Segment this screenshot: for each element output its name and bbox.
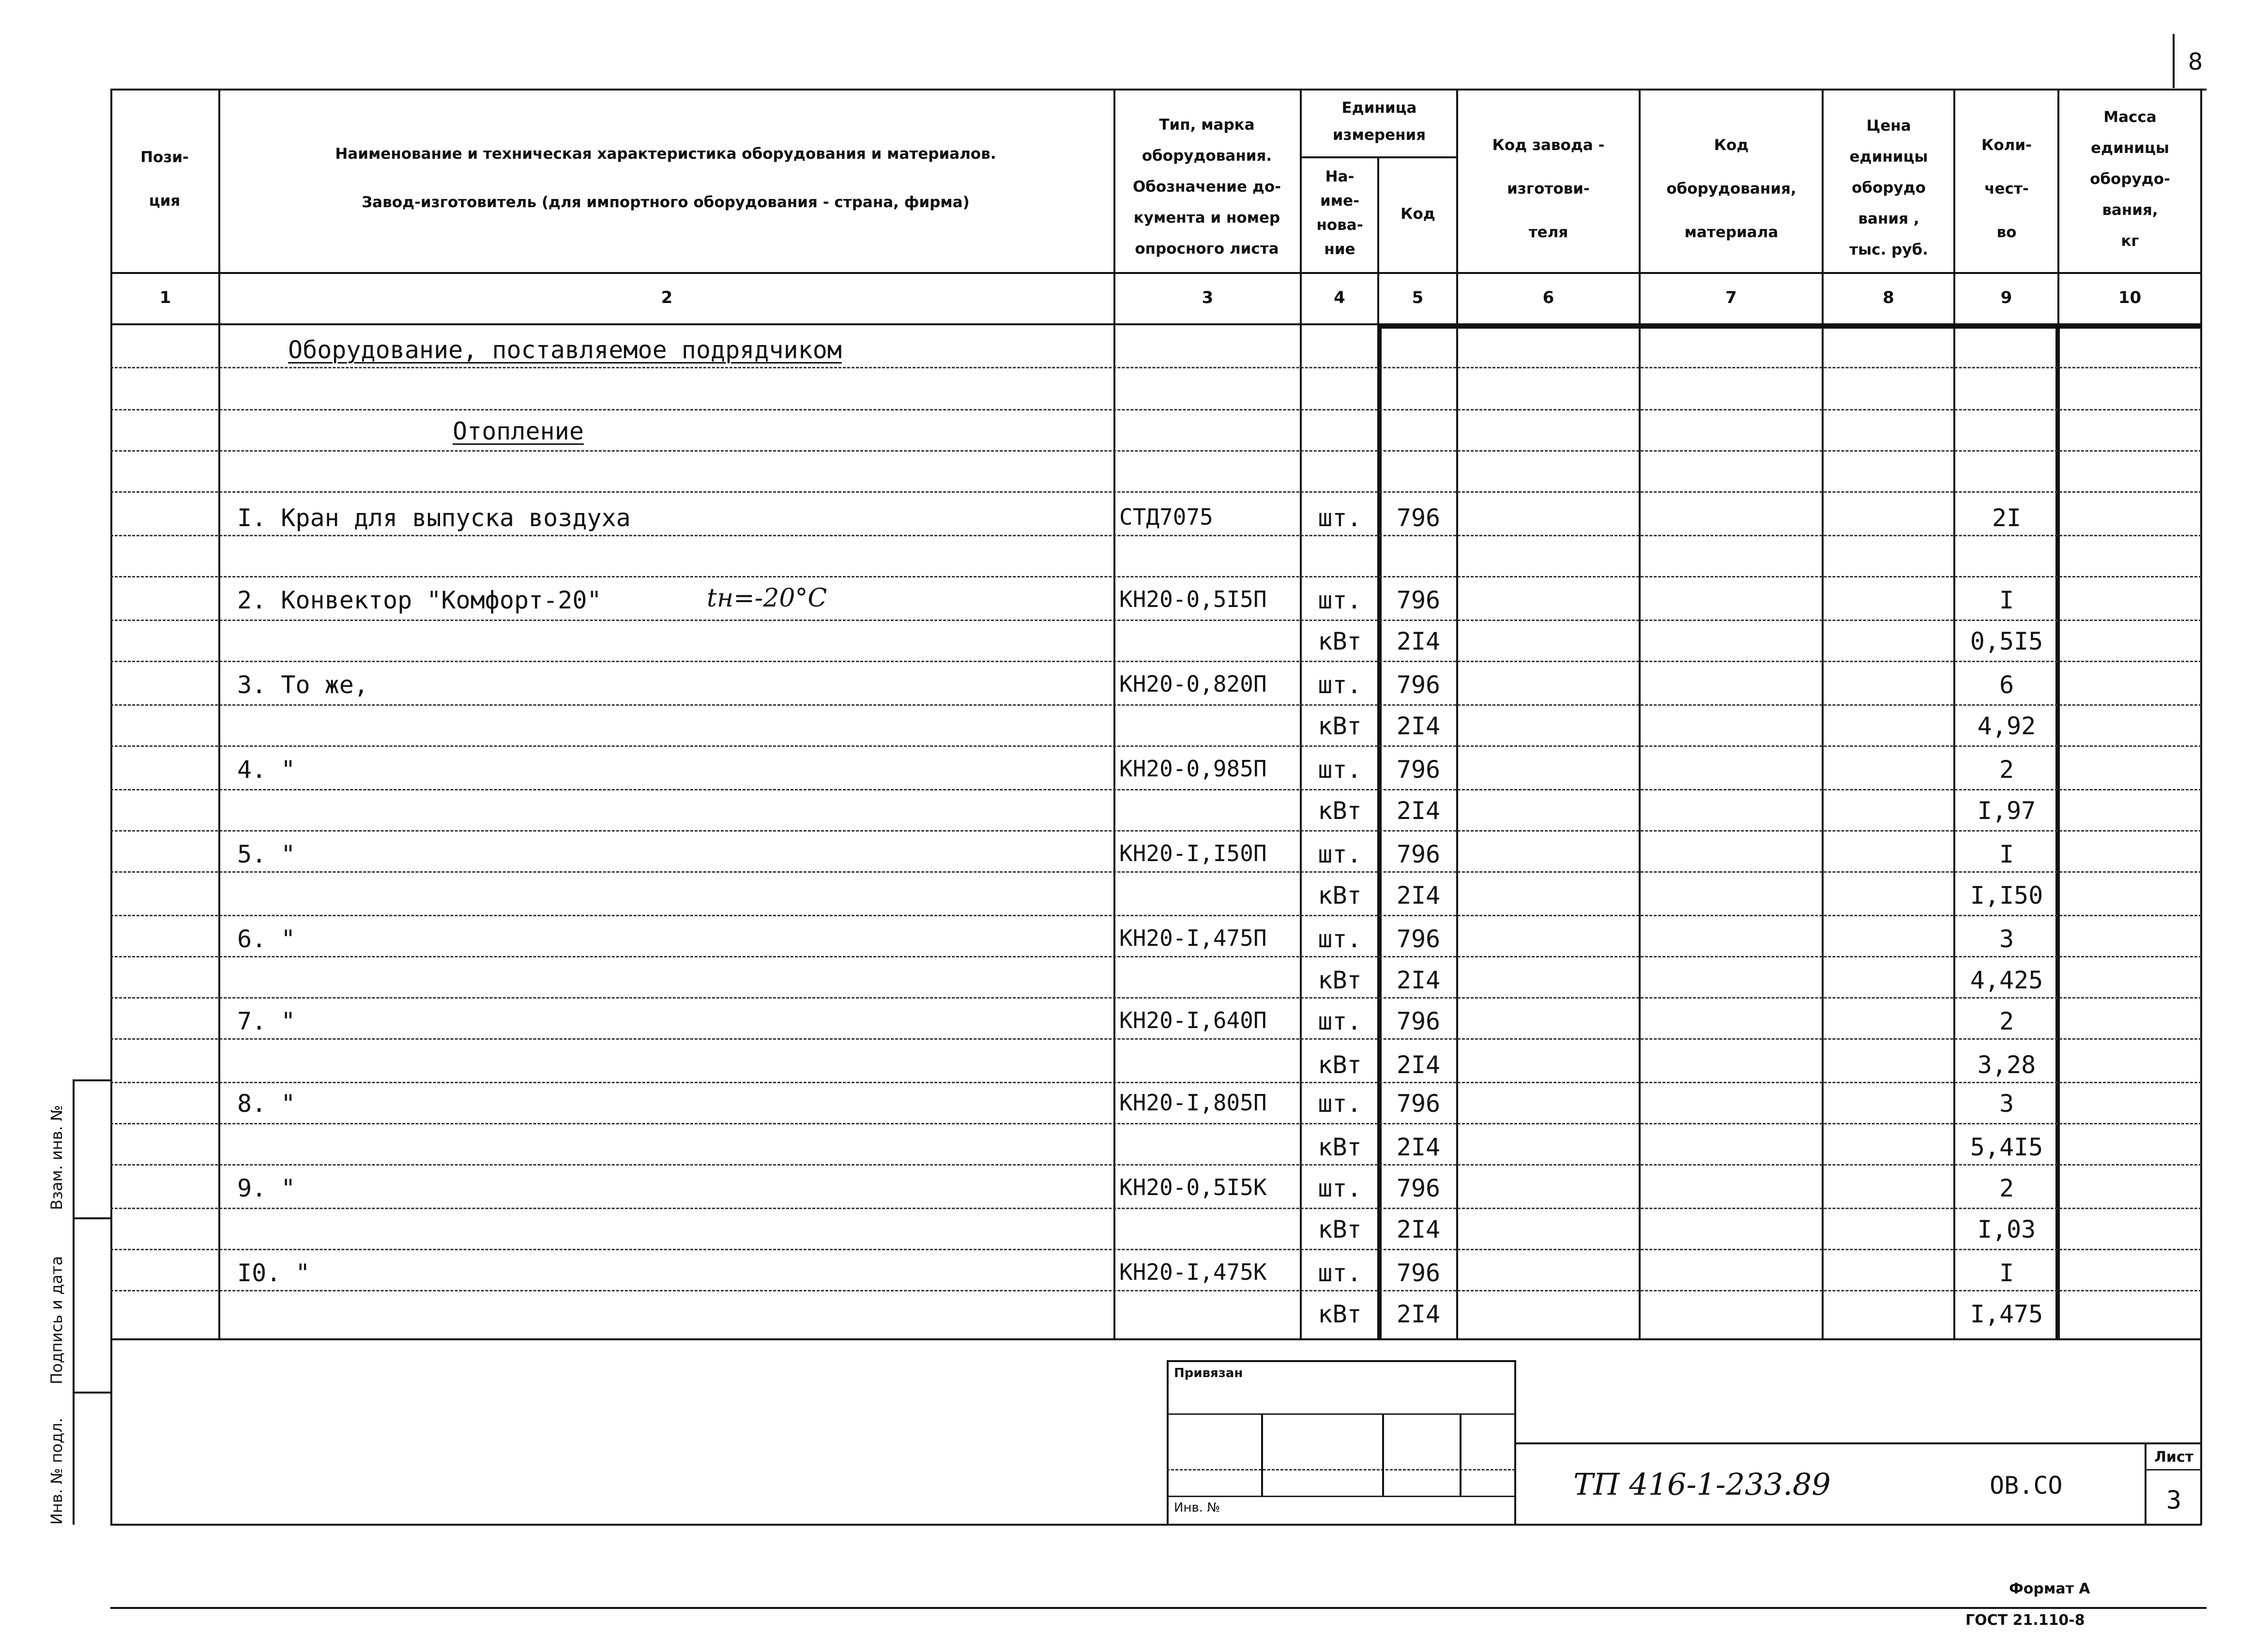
row-name: 7. " [237, 1007, 296, 1035]
row-qty: 0,5I5 [1970, 627, 2043, 655]
colnum-1: 1 [159, 288, 171, 307]
row-line [110, 915, 2202, 916]
row-unit: шт. [1318, 1007, 1362, 1035]
row-code: 796 [1396, 586, 1441, 614]
row-qty: I [1999, 1259, 2014, 1287]
list-label: Лист [2154, 1449, 2194, 1466]
frame-bottom [110, 1524, 2202, 1526]
colnum-5: 5 [1412, 288, 1424, 307]
side-label-inv-podl: Инв. № подл. [47, 1418, 66, 1525]
row-code: 2I4 [1396, 797, 1441, 825]
row-line [110, 576, 2202, 577]
side-stamp-top [73, 1079, 111, 1081]
row-unit: кВт [1318, 797, 1362, 825]
row-code: 2I4 [1396, 1300, 1441, 1328]
row-line [110, 535, 2202, 536]
row-name: 4. " [237, 756, 296, 784]
inv-no-label: Инв. № [1174, 1500, 1220, 1515]
row-qty: I,475 [1970, 1300, 2043, 1328]
row-line [110, 661, 2202, 662]
row-code: 796 [1396, 1259, 1441, 1287]
colnum-9: 9 [2000, 288, 2012, 307]
row-qty: 3 [1999, 1090, 2014, 1118]
row-code: 796 [1396, 1090, 1441, 1118]
row-type: КН20-0,820П [1119, 671, 1267, 697]
row-qty: 6 [1999, 671, 2014, 699]
stamp-row1 [1167, 1413, 1515, 1415]
list-box-left [2145, 1442, 2146, 1524]
row-unit: кВт [1318, 627, 1362, 655]
row-name: 3. То же, [237, 671, 368, 699]
row-unit: шт. [1318, 1259, 1362, 1287]
side-label-signature: Подпись и дата [47, 1256, 66, 1384]
col-line-7 [1822, 89, 1824, 1340]
row-line [110, 1290, 2202, 1291]
row-qty: 5,4I5 [1970, 1133, 2043, 1161]
titleblock-top [1514, 1442, 2202, 1444]
row-unit: кВт [1318, 712, 1362, 740]
row-name: 2. Конвектор "Комфорт-20" [237, 586, 602, 614]
row-unit: кВт [1318, 1051, 1362, 1079]
row-unit: шт. [1318, 925, 1362, 953]
row-qty: 2 [1999, 1174, 2014, 1202]
row-name: 8. " [237, 1090, 296, 1118]
row-unit: шт. [1318, 504, 1362, 532]
row-line [110, 1082, 2202, 1083]
header-col1: Пози- ция [140, 149, 189, 210]
frame-right [2200, 89, 2202, 1525]
row-line [110, 745, 2202, 747]
row-type: КН20-0,5I5К [1119, 1174, 1267, 1200]
row-line [110, 1249, 2202, 1250]
row-type: КН20-I,640П [1119, 1007, 1267, 1033]
row-line [110, 409, 2202, 410]
col-line-6 [1639, 89, 1641, 1340]
header-col10: Масса единицы оборудо- вания, кг [2090, 108, 2170, 250]
row-unit: кВт [1318, 1133, 1362, 1161]
col-line-2 [1113, 89, 1115, 1340]
bold-box-left [1377, 324, 1382, 1340]
side-stamp-div2 [73, 1392, 111, 1394]
temp-note: tн=-20°С [707, 584, 827, 613]
footer-line [110, 1607, 2207, 1609]
row-unit: шт. [1318, 1090, 1362, 1118]
row-qty: 3 [1999, 925, 2014, 953]
col-line-8 [1953, 89, 1955, 1340]
header-col7: Код оборудования, материала [1666, 136, 1796, 241]
doc-code: ТП 416-1-233.89 [1573, 1467, 1831, 1502]
stamp-top [1167, 1360, 1515, 1362]
header-col2: Наименование и техническая характеристика оборудования и материалов. Завод-изготовитель (для импортного оборудования - страна, фирма) [335, 145, 996, 211]
row-code: 2I4 [1396, 1133, 1441, 1161]
row-unit: кВт [1318, 1300, 1362, 1328]
bold-box-right [2055, 324, 2060, 1340]
row-code: 2I4 [1396, 712, 1441, 740]
header-col5: Код [1401, 205, 1435, 223]
row-qty: 2I [1992, 504, 2022, 532]
col-line-1 [218, 89, 220, 1340]
row-unit: кВт [1318, 1215, 1362, 1243]
colnum-4: 4 [1334, 288, 1345, 307]
row-qty: 3,28 [1977, 1051, 2036, 1079]
list-number: 3 [2166, 1486, 2182, 1515]
section-title: Оборудование, поставляемое подрядчиком [288, 336, 842, 364]
stamp-row2 [1167, 1469, 1515, 1470]
row-qty: 4,425 [1970, 966, 2043, 994]
row-line [110, 997, 2202, 999]
row-code: 796 [1396, 504, 1441, 532]
row-name: 6. " [237, 925, 296, 953]
row-name: I0. " [237, 1259, 310, 1287]
row-unit: шт. [1318, 586, 1362, 614]
row-code: 796 [1396, 1007, 1441, 1035]
body-bottom-line [110, 1338, 2202, 1340]
list-box-mid [2145, 1469, 2202, 1470]
header-col8: Цена единицы оборудо вания , тыс. руб. [1849, 117, 1928, 258]
row-line [110, 704, 2202, 706]
row-line [110, 1164, 2202, 1166]
row-unit: кВт [1318, 966, 1362, 994]
row-type: КН20-I,475К [1119, 1259, 1267, 1285]
row-line [110, 1123, 2202, 1124]
row-qty: 2 [1999, 756, 2014, 784]
row-line [110, 1208, 2202, 1209]
stamp-col3 [1460, 1413, 1461, 1496]
row-line [110, 367, 2202, 368]
row-code: 2I4 [1396, 881, 1441, 909]
row-code: 796 [1396, 925, 1441, 953]
colnum-3: 3 [1202, 288, 1214, 307]
row-code: 796 [1396, 671, 1441, 699]
top-right-tick [2173, 34, 2175, 88]
row-unit: кВт [1318, 881, 1362, 909]
row-name: 5. " [237, 840, 296, 868]
header-col4: На- име- нова- ние [1316, 168, 1363, 258]
row-type: КН20-I,475П [1119, 925, 1267, 951]
frame-top [110, 89, 2207, 91]
row-line [110, 1038, 2202, 1040]
side-stamp-outer [73, 1079, 75, 1525]
row-code: 2I4 [1396, 627, 1441, 655]
col-line-5 [1456, 89, 1458, 1340]
colnum-8: 8 [1883, 288, 1894, 307]
row-code: 2I4 [1396, 1051, 1441, 1079]
row-qty: I,03 [1977, 1215, 2036, 1243]
row-line [110, 491, 2202, 493]
row-line [110, 871, 2202, 873]
row-line [110, 620, 2202, 621]
header-col6: Код завода - изготови- теля [1492, 136, 1605, 241]
row-type: СТД7075 [1119, 504, 1213, 530]
row-line [110, 956, 2202, 957]
row-qty: 2 [1999, 1007, 2014, 1035]
header-unit-top: Единица измерения [1332, 99, 1426, 144]
side-stamp-div1 [73, 1217, 111, 1219]
row-type: КН20-0,5I5П [1119, 586, 1267, 612]
row-type: КН20-0,985П [1119, 756, 1267, 782]
row-type: КН20-I,I50П [1119, 840, 1267, 866]
sheet-number-top: 8 [2188, 48, 2203, 76]
colnum-7: 7 [1725, 288, 1737, 307]
doc-mark: ОВ.СО [1990, 1471, 2063, 1500]
header-col3: Тип, марка оборудования. Обозначение до- кумента и номер опросного листа [1132, 116, 1281, 258]
row-code: 2I4 [1396, 1215, 1441, 1243]
subsection-title: Отопление [453, 417, 584, 445]
row-unit: шт. [1318, 671, 1362, 699]
header-bottom-line [110, 272, 2202, 274]
row-code: 796 [1396, 756, 1441, 784]
header-col9: Коли- чест- во [1981, 136, 2032, 241]
row-line [110, 830, 2202, 832]
row-name: I. Кран для выпуска воздуха [237, 504, 631, 532]
row-qty: I [1999, 840, 2014, 868]
row-unit: шт. [1318, 756, 1362, 784]
row-code: 2I4 [1396, 966, 1441, 994]
stamp-left [1167, 1360, 1169, 1525]
colnum-2: 2 [661, 288, 673, 307]
row-type: КН20-I,805П [1119, 1090, 1267, 1116]
row-code: 796 [1396, 840, 1441, 868]
stamp-col1 [1261, 1413, 1263, 1496]
row-qty: I,I50 [1970, 881, 2043, 909]
row-unit: шт. [1318, 1174, 1362, 1202]
side-label-vzam: Взам. инв. № [47, 1105, 66, 1210]
bold-box-top [1377, 324, 2200, 329]
row-code: 796 [1396, 1174, 1441, 1202]
row-line [110, 450, 2202, 452]
row-name: 9. " [237, 1174, 296, 1202]
colnum-10: 10 [2118, 288, 2142, 307]
footer-format: Формат А [2009, 1580, 2090, 1597]
col-line-3 [1300, 89, 1302, 1340]
privyazan-label: Привязан [1174, 1366, 1243, 1380]
row-qty: I,97 [1977, 797, 2036, 825]
row-qty: I [1999, 586, 2014, 614]
colnum-6: 6 [1542, 288, 1554, 307]
stamp-col2 [1382, 1413, 1384, 1496]
footer-gost: ГОСТ 21.110-8 [1965, 1612, 2085, 1629]
row-line [110, 789, 2202, 790]
stamp-row3 [1167, 1496, 1515, 1497]
row-unit: шт. [1318, 840, 1362, 868]
row-qty: 4,92 [1977, 712, 2036, 740]
